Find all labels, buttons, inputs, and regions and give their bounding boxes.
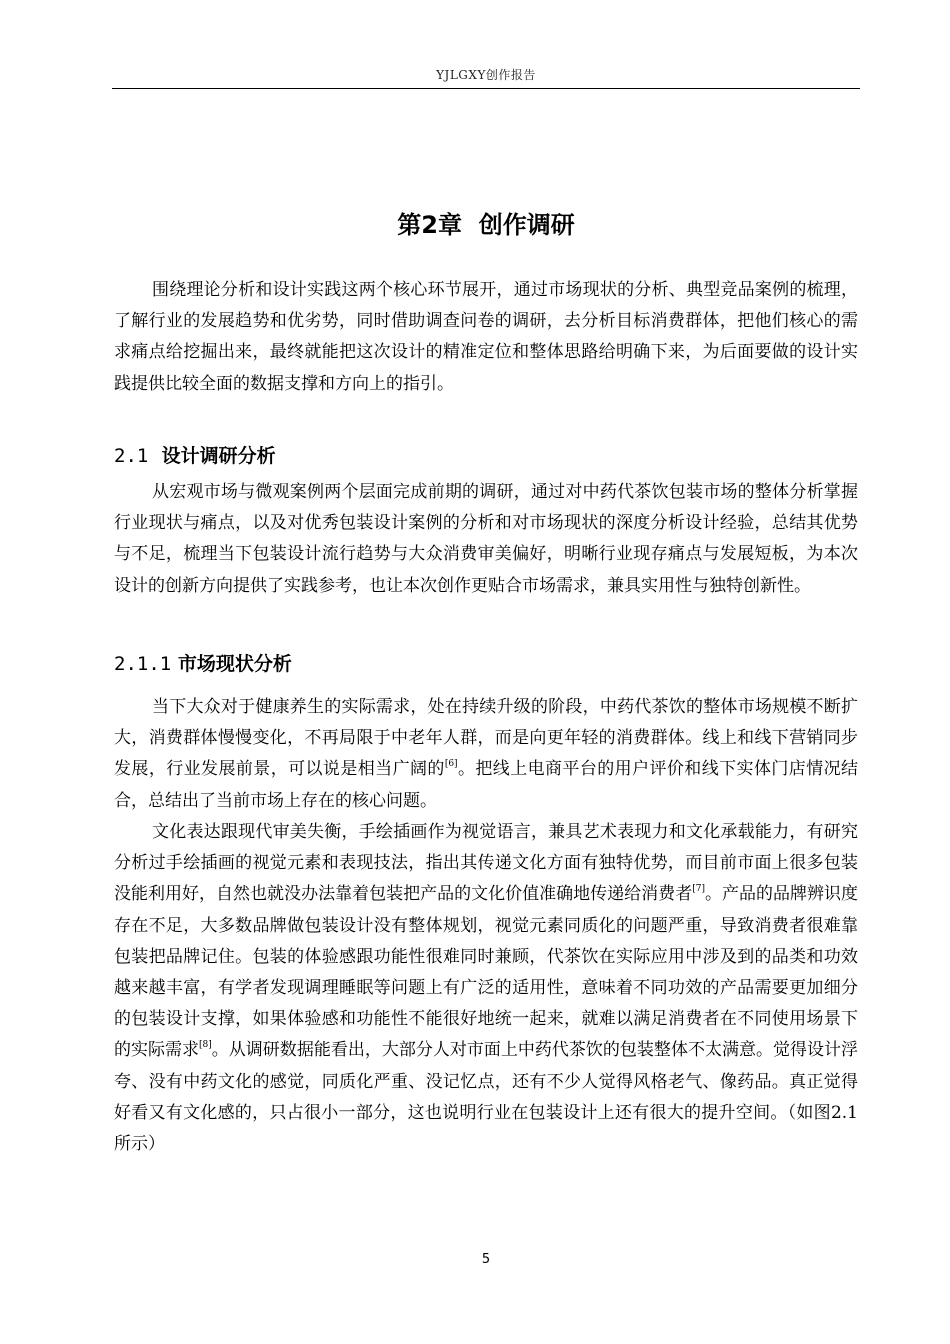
subsection-title: 市场现状分析: [177, 653, 292, 675]
header-divider: [112, 88, 860, 89]
chapter-title: 第2章 创作调研: [397, 211, 575, 239]
citation-ref: [6]: [444, 759, 458, 770]
page-number: 5: [481, 1252, 491, 1267]
market-paragraph-1: [114, 692, 858, 817]
text-run: 。产品的品牌辨识度存在不足，大多数品牌做包装设计没有整体规划，视觉元素同质化的问题严重，导致消费者很难靠包装把品牌记住。包装的体验感跟功能性很难同时兼顾，代茶饮在实际应用中涉及到的品类和功效越来越丰富，有学者发现调理睡眠等问题上有广泛的适用性，意味着不同功效的产品需要更加细分的包装设计支撑，如果体验感和功能性不能很好地统一起来，就难以满足消费者在不同使用场景下的实际需求: [114, 884, 859, 1061]
section-2-1-paragraph: 从宏观市场与微观案例两个层面完成前期的调研，通过对中药代茶饮包装市场的整体分析掌握行业现状与痛点，以及对优秀包装设计案例的分析和对市场现状的深度分析设计经验，总结其优势与不足，梳理当下包装设计流行趋势与大众消费审美偏好，明晰行业现存痛点与发展短板，为本次设计的创新方向提供了实践参考，也让本次创作更贴合市场需求，兼具实用性与独特创新性。: [114, 482, 858, 596]
section-title: 设计调研分析: [161, 445, 276, 467]
section-heading-2-1-1: [114, 649, 858, 679]
text-run: 。把线上电商平台的用户评价和线下实体门店情况结合，总结出了当前市场上存在的核心问题。: [114, 759, 859, 811]
section-heading-2-1: [114, 441, 858, 471]
text-run: 当下大众对于健康养生的实际需求，处在持续升级的阶段，中药代茶饮的整体市场规模不断扩大，消费群体慢慢变化，不再局限于中老年人群，而是向更年轻的消费群体。线上和线下营销同步发展，行业发展前景，可以说是相当广阔的: [114, 697, 858, 780]
citation-ref: [8]: [199, 1040, 212, 1051]
text-run: 文化表达跟现代审美失衡，手绘插画作为视觉语言，兼具艺术表现力和文化承载能力，有研究分析过手绘插画的视觉元素和表现技法，指出其传递文化方面有独特优势，而目前市面上很多包装没能利用好，自然也就没办法靠着包装把产品的文化价值准确地传递给消费者: [114, 822, 858, 905]
intro-paragraph: 围绕理论分析和设计实践这两个核心环节展开，通过市场现状的分析、典型竞品案例的梳理，了解行业的发展趋势和优劣势，同时借助调查问卷的调研，去分析目标消费群体，把他们核心的需求痛点给挖掘出来，最终就能把这次设计的精准定位和整体思路给明确下来，为后面要做的设计实践提供比较全面的数据支撑和方向上的指引。: [114, 280, 858, 394]
market-paragraph-2: [114, 817, 858, 1160]
subsection-number: 2.1.1: [114, 653, 172, 675]
citation-ref: [7]: [692, 884, 705, 895]
section-number: 2.1: [114, 445, 149, 467]
text-run: 。从调研数据能看出，大部分人对市面上中药代茶饮的包装整体不太满意。觉得设计浮夸、没有中药文化的感觉，同质化严重、没记忆点，还有不少人觉得风格老气、像药品。真正觉得好看又有文化感的，只占很小一部分，这也说明行业在包装设计上还有很大的提升空间。（如图2.1所示）: [114, 1040, 859, 1155]
running-header: YJLGXY创作报告: [436, 68, 536, 82]
